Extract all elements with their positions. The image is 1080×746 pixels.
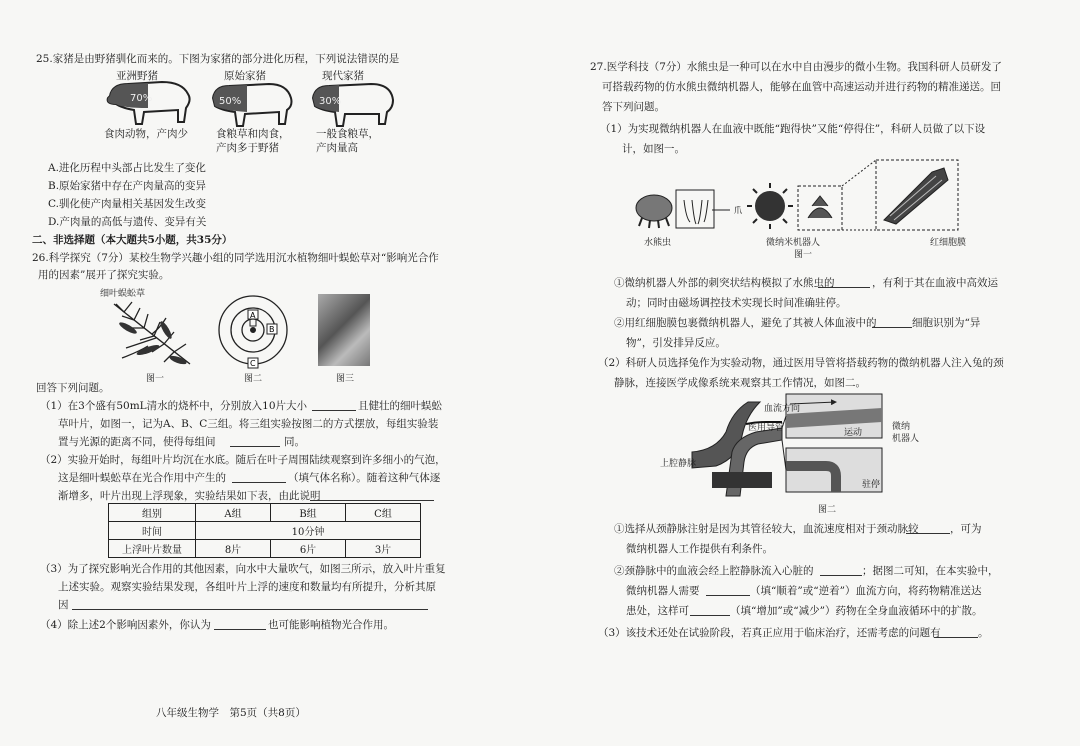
tardigrade-icon xyxy=(636,195,672,228)
q27-2-1-line-a-tail: ，可为 xyxy=(950,523,982,535)
q26-p1-line-c: 置与光源的距离不同，使得每组间 xyxy=(58,436,216,448)
modern-pig-pct: 30% xyxy=(319,96,342,107)
q26-p2-line-b-tail: （填气体名称）。随着这种气体逐 xyxy=(288,472,441,484)
blank-12[interactable] xyxy=(690,615,730,616)
q27-2-1-line-a: ①选择从颈静脉注射是因为其管径较大，血流速度相对于颈动脉较 xyxy=(614,523,919,535)
q25-option-a: A.进化历程中头部占比发生了变化 xyxy=(48,162,206,174)
fig2-label-robot-2: 机器人 xyxy=(892,434,920,444)
q25-option-c: C.驯化使产肉量相关基因发生改变 xyxy=(48,198,206,210)
q27-stem-1: 27.医学科技（7分）水熊虫是一种可以在水中自由漫步的微小生物。我国科研人员研发了 xyxy=(590,61,1002,73)
fig-label-2: 图二 xyxy=(244,374,263,384)
fig1-label-robot: 微纳米机器人 xyxy=(766,238,821,248)
q26-p1-line-c-tail: 同。 xyxy=(284,436,305,448)
fig1-caption: 图一 xyxy=(794,250,813,260)
table-cell: 10分钟 xyxy=(196,522,421,540)
q26-p4: （4）除上述2个影响因素外，你认为 xyxy=(40,619,211,631)
pig-name-wild: 亚洲野猪 xyxy=(116,70,158,82)
table-header-cell: A组 xyxy=(196,504,271,522)
q27-2-2-line-b-tail: （填“顺着”或“逆着”）血流方向，将药物精准送达 xyxy=(750,585,982,597)
wild-pig-pct: 70% xyxy=(130,93,153,104)
q27-stem-2: 可搭载药物的仿水熊虫微纳机器人，能够在血管中高速运动并进行药物的精准递送。回 xyxy=(602,81,1001,93)
q26-p4-tail: 也可能影响植物光合作用。 xyxy=(268,619,394,631)
fig2-label-robot-1: 微纳 xyxy=(892,422,911,432)
pig-desc-primitive-1: 食粮草和肉食， xyxy=(216,128,290,140)
q27-1-2-line-a-tail: 细胞识别为“异 xyxy=(912,317,981,329)
q26-p1-line-b: 草叶片，如图一，记为A、B、C三组。将三组实验按图二的方式摆放，每组实验装 xyxy=(58,418,439,430)
fig1-label-rbc-membrane: 红细胞膜 xyxy=(930,238,967,248)
fig1-title: 细叶蜈蚣草 xyxy=(100,289,146,299)
q26-p2-line-a: （2）实验开始时，每组叶片均沉在水底。随后在叶子周围陆续观察到许多细小的气泡， xyxy=(40,454,446,466)
q27-2-1-line-b: 微纳机器人工作提供有利条件。 xyxy=(626,543,773,555)
q26-answer-lead: 回答下列问题。 xyxy=(36,382,110,394)
table-header-cell: C组 xyxy=(346,504,421,522)
blank-11[interactable] xyxy=(706,595,750,596)
fern-plant-figure xyxy=(104,298,200,370)
fig2-caption: 图二 xyxy=(818,505,837,515)
pig-name-modern: 现代家猪 xyxy=(322,70,364,82)
pig-desc-primitive-2: 产肉多于野猪 xyxy=(216,142,279,154)
q26-stem-2: 用的因素”展开了探究实验。 xyxy=(38,269,170,281)
fig-label-3: 图三 xyxy=(336,374,355,384)
q26-p1-line-a: （1）在3个盛有50mL清水的烧杯中，分别放入10片大小 xyxy=(40,400,308,412)
blank-1[interactable] xyxy=(312,410,356,411)
q25-option-b: B.原始家猪中存在产肉量高的变异 xyxy=(48,180,207,192)
blank-13[interactable] xyxy=(934,637,978,638)
q26-p3-line-a: （3）为了探究影响光合作用的其他因素，向水中大量吹气，如图三所示，放入叶片重复 xyxy=(40,563,446,575)
q27-p1-line-b: 计，如图一。 xyxy=(622,143,685,155)
q26-p1-line-a-tail: 且健壮的细叶蜈蚣 xyxy=(358,400,442,412)
blank-10[interactable] xyxy=(820,575,862,576)
results-table xyxy=(108,503,421,558)
q27-1-1-line-b: 动；同时由磁场调控技术实现长时间准确驻停。 xyxy=(626,297,847,309)
q26-p2-line-c: 渐增多，叶片出现上浮现象，实验结果如下表，由此说明 xyxy=(58,490,321,502)
fig2-label-catheter: 医用导管 xyxy=(748,423,785,433)
blank-6[interactable] xyxy=(214,629,266,630)
table-cell: 上浮叶片数量 xyxy=(109,540,196,558)
pig-desc-wild: 食肉动物，产肉少 xyxy=(104,128,188,140)
q27-2-2-line-c: 患处，这样可 xyxy=(626,605,689,617)
q27-1-1-line-a-tail: ，有利于其在血液中高效运 xyxy=(872,277,998,289)
blank-2[interactable] xyxy=(230,446,280,447)
modern-pig xyxy=(313,84,393,126)
q26-p3-line-c: 因 xyxy=(58,599,69,611)
q27-2-2-line-b: 微纳机器人需要 xyxy=(626,585,700,597)
q27-2-2-line-a: ②颈静脉中的血液会经上腔静脉流入心脏的 xyxy=(614,565,814,577)
pig-desc-modern-2: 产肉量高 xyxy=(316,142,358,154)
table-cell: 3片 xyxy=(346,540,421,558)
q25-option-d: D.产肉量的高低与遗传、变异有关 xyxy=(48,216,207,228)
table-row xyxy=(109,522,421,540)
q27-p1-line-a: （1）为实现微纳机器人在血液中既能“跑得快”又能“停得住”，科研人员做了以下设 xyxy=(600,123,986,135)
fig2-letter-c: C xyxy=(250,359,256,368)
pig-desc-modern-1: 一般食粮草， xyxy=(316,128,379,140)
table-cell: 时间 xyxy=(109,522,196,540)
wild-pig xyxy=(108,82,190,124)
fig2-label-stop: 驻停 xyxy=(862,480,881,490)
fig2-letter-a: A xyxy=(250,311,256,320)
table-header-cell: 组别 xyxy=(109,504,196,522)
table-row xyxy=(109,504,421,522)
blank-5[interactable] xyxy=(72,609,428,610)
q27-stem-3: 答下列问题。 xyxy=(602,101,665,113)
fig2-label-move: 运动 xyxy=(844,428,863,438)
tardigrade-robot-figure xyxy=(632,158,962,240)
section-2-heading: 二、非选择题（本大题共5小题，共35分） xyxy=(32,234,233,246)
table-cell: 6片 xyxy=(271,540,346,558)
blowing-photo xyxy=(318,294,370,366)
primitive-pig xyxy=(213,84,292,126)
setup-circles-figure xyxy=(208,292,298,372)
primitive-pig-pct: 50% xyxy=(219,96,242,107)
pig-name-primitive: 原始家猪 xyxy=(224,70,266,82)
fig2-label-svc: 上腔静脉 xyxy=(660,459,697,469)
q26-p3-line-b: 上述实验。观察实验结果发现，各组叶片上浮的速度和数量均有所提升，分析其原 xyxy=(58,581,436,593)
blank-8[interactable] xyxy=(872,327,912,328)
q27-p2-line-b: 静脉，连接医学成像系统来观察其工作情况，如图二。 xyxy=(614,377,866,389)
fig2-label-flow: 血流方向 xyxy=(764,404,801,414)
q27-2-2-line-c-tail: （填“增加”或“减少”）药物在全身血液循环中的扩散。 xyxy=(730,605,983,617)
q27-2-2-line-a-tail: ；据图二可知，在本实验中， xyxy=(862,565,999,577)
q27-p3: （3）该技术还处在试验阶段，若真正应用于临床治疗，还需考虑的问题有 xyxy=(598,627,941,639)
q27-1-2-line-b: 物”，引发排异反应。 xyxy=(626,337,726,349)
table-header-cell: B组 xyxy=(271,504,346,522)
fig2-letter-b: B xyxy=(269,325,275,334)
q27-1-1-line-a: ①微纳机器人外部的刺突状结构模拟了水熊虫的 xyxy=(614,277,835,289)
fig1-label-tardigrade: 水熊虫 xyxy=(644,238,672,248)
q27-1-2-line-a: ②用红细胞膜包裹微纳机器人，避免了其被人体血液中的 xyxy=(614,317,877,329)
page-footer: 八年级生物学 第5页（共8页） xyxy=(156,707,306,719)
robot-sphere-icon xyxy=(747,183,793,229)
blank-4[interactable] xyxy=(310,500,434,501)
table-row xyxy=(109,540,421,558)
q26-stem-1: 26.科学探究（7分）某校生物学兴趣小组的同学选用沉水植物细叶蜈蚣草对“影响光合作 xyxy=(32,252,439,264)
blank-7[interactable] xyxy=(818,287,870,288)
q27-p3-tail: 。 xyxy=(978,627,989,639)
claw-label: 爪 xyxy=(734,206,742,215)
table-cell: 8片 xyxy=(196,540,271,558)
q25-stem: 25.家猪是由野猪驯化而来的。下图为家猪的部分进化历程，下列说法错误的是 xyxy=(36,53,400,65)
q27-p2-line-a: （2）科研人员选择兔作为实验动物，通过医用导管将搭载药物的微纳机器人注入兔的颈 xyxy=(598,357,1004,369)
fig-label-1: 图一 xyxy=(146,374,165,384)
blank-3[interactable] xyxy=(232,482,286,483)
q26-p2-line-b: 这是细叶蜈蚣草在光合作用中产生的 xyxy=(58,472,226,484)
blank-9[interactable] xyxy=(906,533,950,534)
